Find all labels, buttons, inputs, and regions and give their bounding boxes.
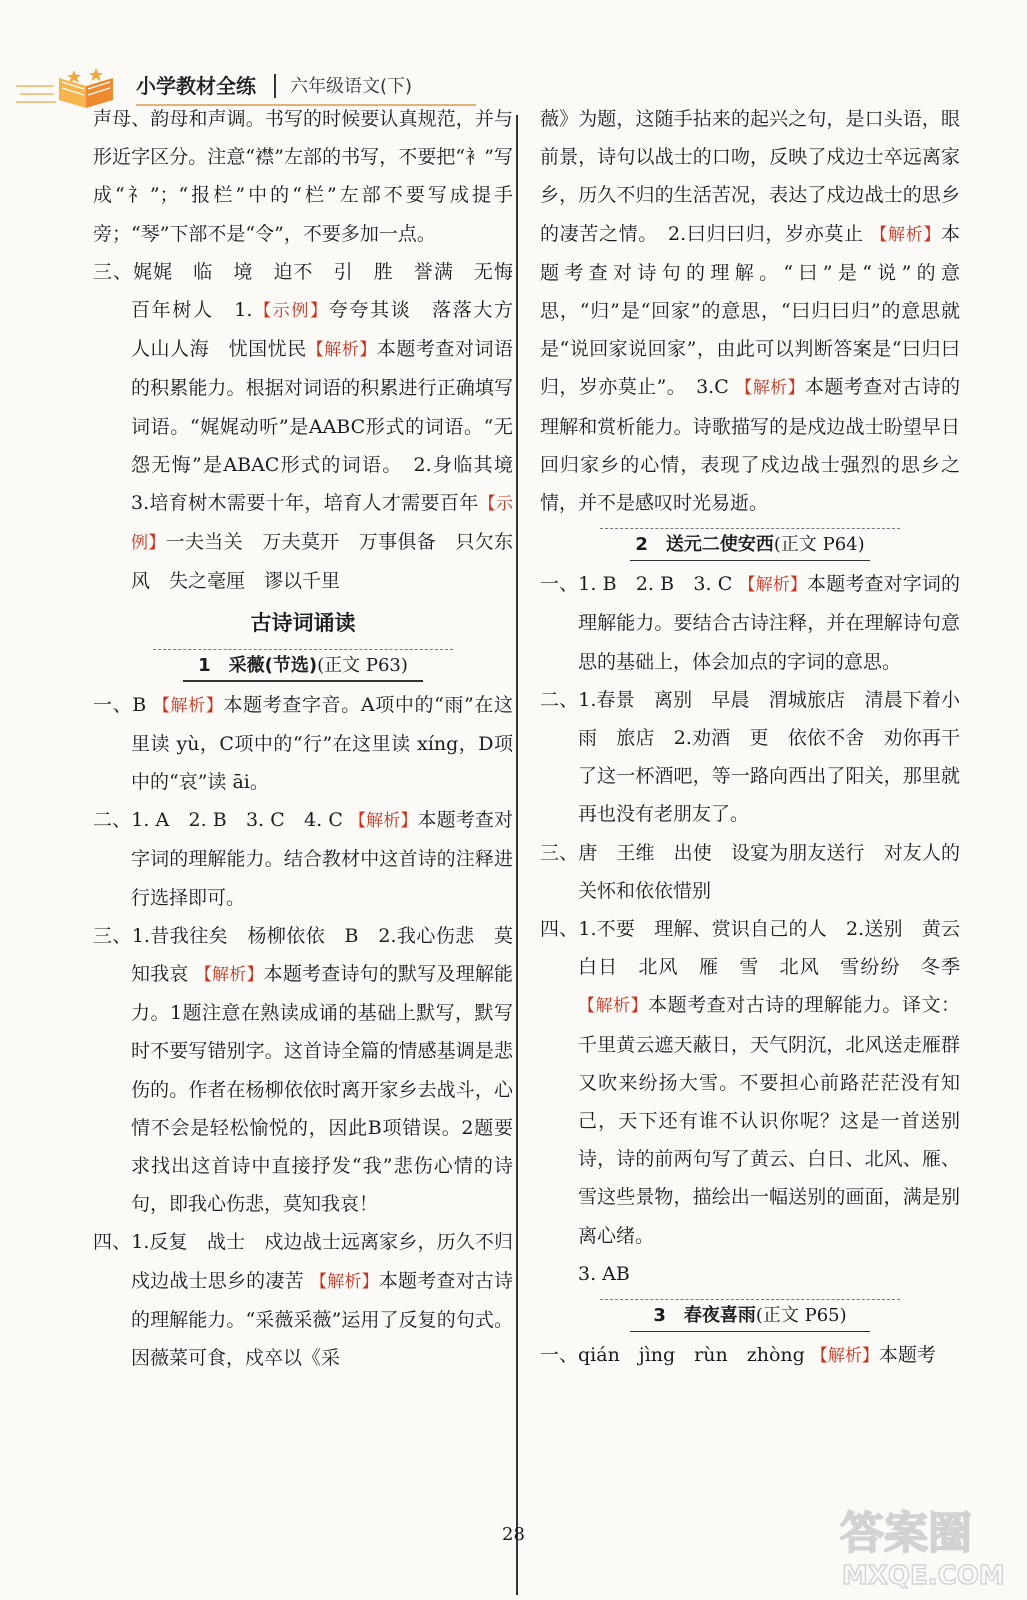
lesson-heading bbox=[600, 528, 900, 561]
analysis-label: 【 解析 】 bbox=[310, 1272, 379, 1292]
analysis-text: 本题考查字音。A项中的“雨”在这里读 yù，C项中的“行”在这里读 xíng，D项中的“哀”读 āi。 bbox=[131, 693, 514, 794]
answer-item bbox=[540, 1336, 960, 1375]
lesson-title: 2 送元二使安西 bbox=[635, 534, 774, 556]
answer-text: 四、1.不要 理解、赏识自己的人 2.送别 黄云 白日 北风 雁 雪 北风 雪纷纷 冬季 bbox=[540, 918, 980, 979]
analysis-text: 本题考 bbox=[878, 1344, 936, 1367]
lesson-page-ref: (正文 P63) bbox=[317, 654, 408, 676]
lesson-underline bbox=[183, 680, 423, 682]
answer-text: 三、1.昔我往矣 杨柳依依 B 2.我心伤悲 莫知我哀 bbox=[93, 924, 513, 986]
lesson-heading bbox=[600, 1299, 900, 1332]
right-column bbox=[540, 100, 980, 1375]
lesson-underline bbox=[630, 1331, 870, 1333]
spelling-note: 声母、韵母和声调。书写的时候要认真规范，并与形近字区分。注意“襟”左部的书写，不要把“衤”写成“礻”；“报栏”中的“栏”左部不要写成提手旁；“琴”下部不是“令”，不要多加一点。 bbox=[93, 108, 513, 245]
analysis-label: 【 解析 】 bbox=[307, 340, 377, 360]
subject-title: 六年级语文(下) bbox=[290, 76, 413, 97]
analysis-label: 【 解析 】 bbox=[811, 1346, 879, 1366]
section-title: 古诗词诵读 bbox=[250, 610, 356, 635]
answer-text: 夸夸其谈 落落大方 人山人海 忧国忧民 bbox=[131, 299, 533, 361]
analysis-text: 本题考查对古诗的理解和赏析能力。诗歌描写的是戍边战士盼望早日回归家乡的心情，表现了戍边战士强烈的思乡之情，并不是感叹时光易逝。 bbox=[540, 376, 961, 515]
answer-text: 四、1.反复 战士 戍边战士远离家乡，历久不归 戍边战士思乡的凄苦 bbox=[93, 1231, 533, 1292]
answer-item bbox=[93, 1223, 533, 1377]
answer-item bbox=[93, 686, 513, 802]
analysis-text: 本题考查对字词的理解能力。结合教材中这首诗的注释进行选择即可。 bbox=[131, 809, 514, 909]
analysis-text: 本题考查对古诗的理解能力。“采薇采薇”运用了反复的句式。因薇菜可食，戍卒以《采 bbox=[131, 1269, 514, 1370]
answer-item: 三、唐 王维 出使 设宴为朋友送行 对友人的关怀和依依惜别 bbox=[540, 841, 960, 902]
answer-text: 三、娓娓 临 境 迫不 引 胜 誉满 无悔 百年树人 1. bbox=[93, 260, 533, 322]
answer-item: 二、1.春景 离别 早晨 渭城旅店 清晨下着小雨 旅店 2.劝酒 更 依依不舍 劝你再干了这一杯酒吧，等一路向西出了阳关，那里就再也没有老朋友了。 bbox=[540, 688, 960, 826]
lesson-heading bbox=[153, 649, 453, 682]
left-column bbox=[93, 100, 533, 1377]
analysis-text: 薇》为题，这随手拈来的起兴之句，是口头语，眼前景，诗句以战士的口吻，反映了戍边士卒远离家乡，历久不归的生活苦况，表达了戍边战士的思乡的凄苦之情。 2.曰归曰归，岁亦莫止 bbox=[540, 108, 960, 245]
analysis-label: 【 解析 】 bbox=[153, 696, 224, 716]
lesson-title: 1 采薇(节选) bbox=[198, 654, 318, 676]
answer-item bbox=[93, 801, 513, 917]
watermark-line2: MXQE.COM bbox=[842, 1561, 1005, 1591]
answer-text: 二、1. A 2. B 3. C 4. C bbox=[93, 809, 343, 832]
watermark-logo-icon bbox=[832, 1498, 1018, 1594]
analysis-label: 【 解析 】 bbox=[735, 378, 805, 398]
lesson-page-ref: (正文 P65) bbox=[755, 1305, 847, 1327]
lesson-page-ref: (正文 P64) bbox=[773, 534, 865, 556]
analysis-label: 【 解析 】 bbox=[195, 965, 264, 985]
lesson-underline bbox=[630, 560, 870, 562]
analysis-label: 【 解析 】 bbox=[349, 811, 418, 831]
example-label: 【 示例 】 bbox=[252, 301, 328, 321]
answer-text: 一、B bbox=[93, 693, 147, 716]
example-label: 【 示例 】 bbox=[131, 494, 513, 553]
answer-item bbox=[540, 565, 960, 681]
answer-item bbox=[540, 910, 980, 1293]
answer-section-3 bbox=[93, 253, 533, 601]
analysis-text: 本题考查对字词的理解能力。要结合古诗注释，并在理解诗句意思的基础上，体会加点的字词的意思。 bbox=[578, 573, 961, 673]
answer-text: 一、qián jìng rùn zhòng bbox=[540, 1344, 805, 1367]
answer-continuation bbox=[540, 100, 960, 522]
lesson-title: 3 春夜喜雨 bbox=[653, 1305, 756, 1327]
analysis-label: 【 解析 】 bbox=[870, 225, 941, 245]
answer-item bbox=[93, 917, 513, 1224]
header-separator bbox=[274, 74, 276, 98]
watermark-line1: 答案圈 bbox=[840, 1508, 972, 1559]
answer-text: 3. AB bbox=[578, 1262, 630, 1285]
answer-text: 一夫当关 万夫莫开 万事俱备 只欠东风 失之毫厘 谬以千里 bbox=[131, 531, 514, 593]
analysis-text: 本题考查对古诗的理解能力。译文：千里黄云遮天蔽日，天气阴沉，北风送走雁群又吹来纷扬大雪。不要担心前路茫茫没有知己，天下还有谁不认识你呢？这是一首送别诗，诗的前两句写了黄云、白日、北风、雁、雪这些景物，描绘出一幅送别的画面，满是别离心绪。 bbox=[578, 994, 961, 1247]
column-divider bbox=[516, 115, 518, 1595]
brand-title: 小学教材全练 bbox=[136, 74, 256, 98]
analysis-label: 【 解析 】 bbox=[578, 996, 648, 1016]
analysis-label: 【 解析 】 bbox=[738, 575, 807, 595]
analysis-text: 本题考查对词语的积累能力。根据对词语的积累进行正确填写词语。“娓娓动听”是AABC形式的词语。“无怨无悔”是ABAC形式的词语。 2.身临其境 3.培育树木需要十年，培育人才需要百年 bbox=[131, 338, 533, 515]
analysis-text: 本题考查对诗句的理解。“曰”是“说”的意思，“归”是“回家”的意思，“曰归曰归”的意思就是“说回家说回家”，由此可以判断答案是“曰归曰归，岁亦莫止”。 3.C bbox=[540, 222, 961, 399]
page-number: 28 bbox=[502, 1524, 525, 1545]
analysis-text: 本题考查诗句的默写及理解能力。1题注意在熟读成诵的基础上默写，默写时不要写错别字。这首诗全篇的情感基调是悲伤的。作者在杨柳依依时离开家乡去战斗，心情不会是轻松愉悦的，因此B项错误。2题要求找出这首诗中直接抒发“我”悲伤心情的诗句，即我心伤悲，莫知我哀！ bbox=[131, 963, 514, 1216]
answer-text: 一、1. B 2. B 3. C bbox=[540, 573, 733, 596]
